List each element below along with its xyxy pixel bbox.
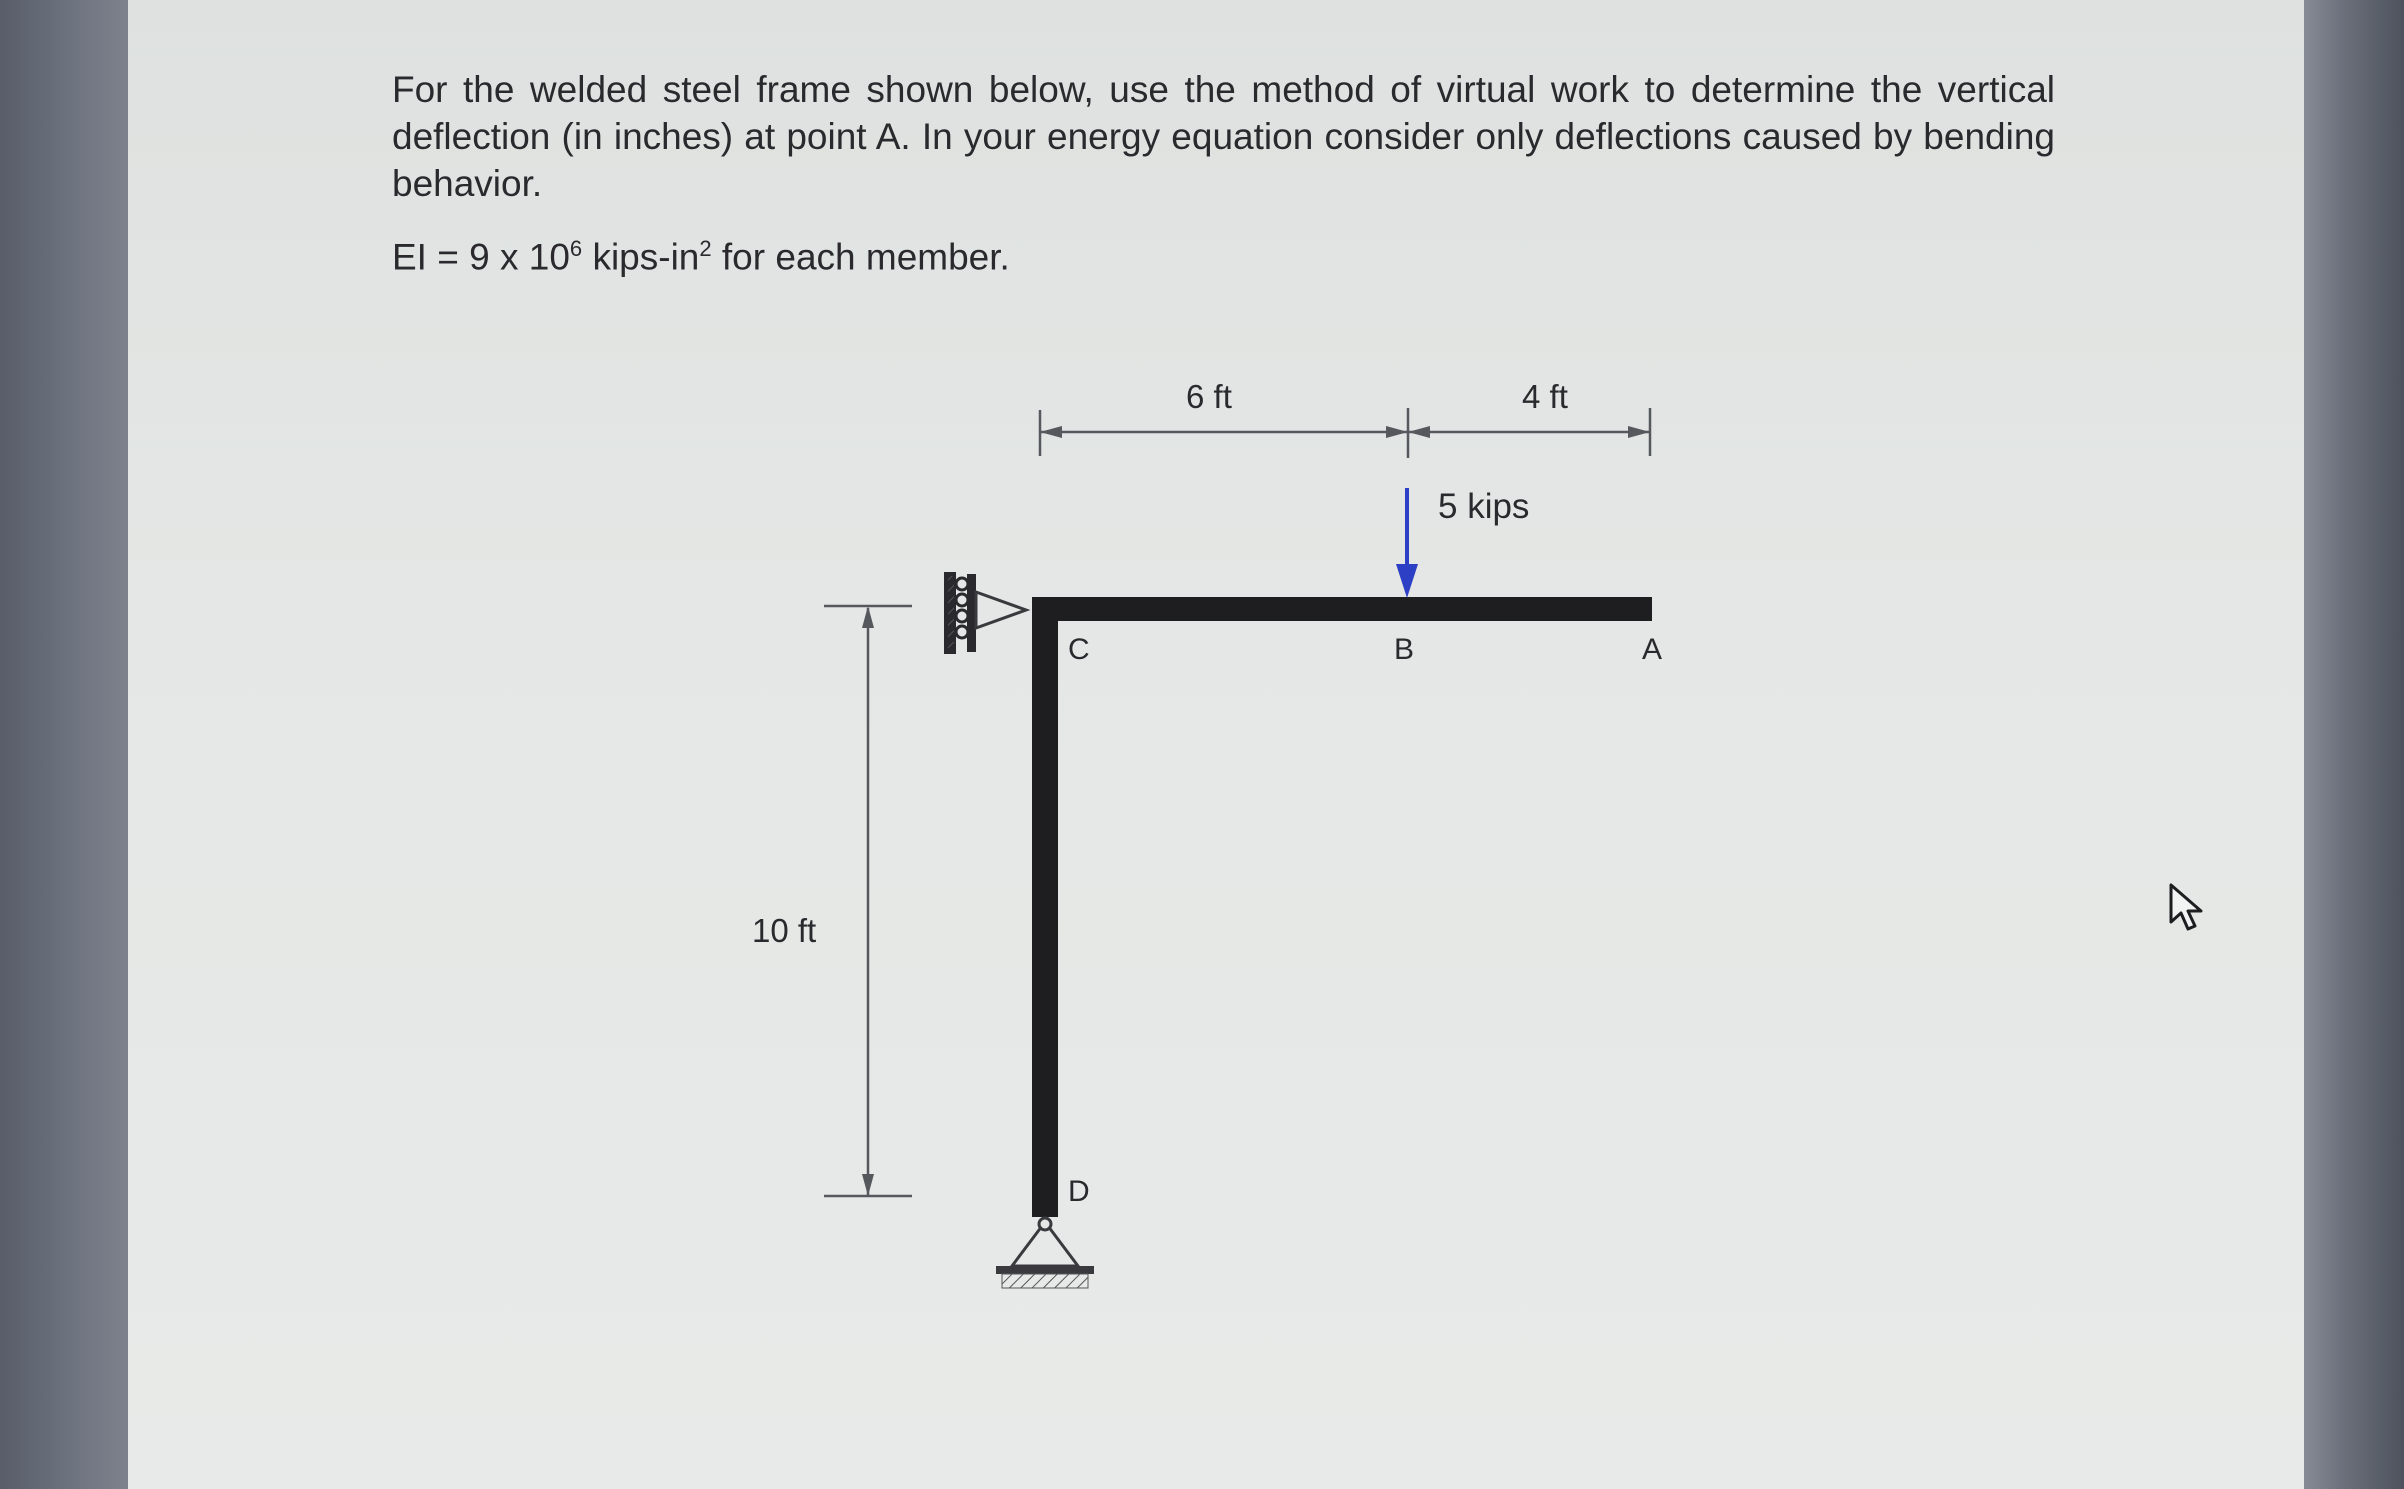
load-arrow-b [1396, 488, 1418, 598]
pin-support-d [996, 1218, 1094, 1288]
node-label-a: A [1642, 633, 1663, 666]
dim-arrow-top [862, 606, 874, 628]
dim-arrow-b-right [1408, 426, 1430, 438]
dimension-line-horizontal [1040, 408, 1650, 458]
given-prefix: EI = 9 x 10 [392, 236, 570, 278]
node-label-d: D [1068, 1175, 1090, 1208]
beam-member-ca [1032, 597, 1652, 621]
given-suffix: for each member. [711, 236, 1010, 278]
dim-label-height: 10 ft [752, 912, 817, 949]
given-middle: kips-in [582, 236, 700, 278]
dimension-line-vertical [824, 606, 912, 1196]
node-label-b: B [1394, 633, 1415, 666]
dim-label-ba: 4 ft [1522, 378, 1568, 415]
load-label: 5 kips [1438, 487, 1530, 526]
dim-arrow-a [1628, 426, 1650, 438]
dim-arrow-b-left [1386, 426, 1408, 438]
column-member-cd [1032, 597, 1058, 1217]
dim-arrow-bottom [862, 1174, 874, 1196]
given-unit-exponent: 2 [699, 236, 712, 261]
node-label-c: C [1068, 633, 1090, 666]
given-exponent: 6 [569, 236, 583, 261]
dim-arrow-c [1040, 426, 1062, 438]
problem-statement: For the welded steel frame shown below, use the method of virtual work to determine the vertical deflection (in inches) at point A. In your energy equation consider only deflections caused by bending behavior. [392, 69, 2055, 204]
dim-label-cb: 6 ft [1186, 378, 1232, 415]
mouse-pointer-icon [2168, 882, 2208, 934]
roller-support-c [944, 572, 1026, 654]
